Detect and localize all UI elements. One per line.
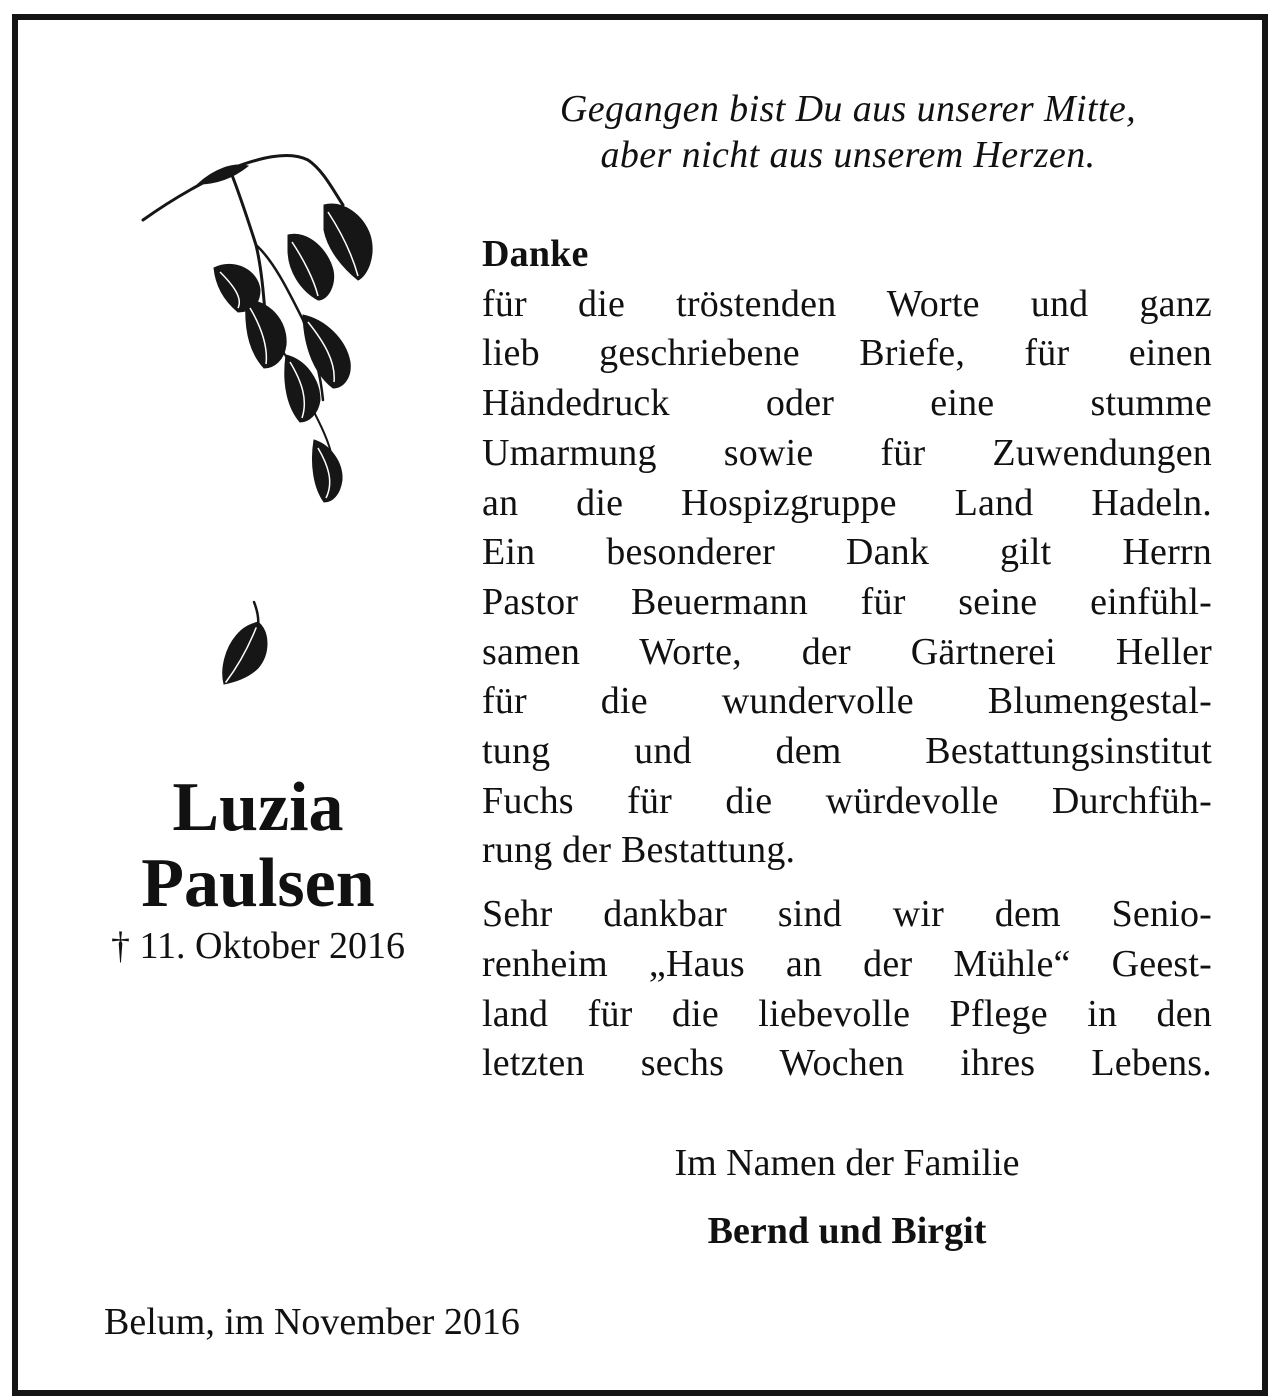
text-line: tung und dem Bestattungsinstitut [482,730,1212,773]
deceased-name [58,770,458,922]
motto-line: Gegangen bist Du aus unserer Mitte, [559,88,1137,130]
last-name: Paulsen [141,845,375,922]
text-line: lieb geschriebene Briefe, für einen [482,332,1212,375]
text-line: Fuchs für die würdevolle Durchfüh- [482,779,1212,822]
text-line: Ein besonderer Dank gilt Herrn [482,531,1212,574]
falling-leaf-icon [214,598,274,688]
text-line: letzten sechs Wochen ihres Lebens. [482,1042,1212,1085]
text-line: land für die liebevolle Pflege in den [482,992,1212,1035]
text-line: Sehr dankbar sind wir dem Senio- [482,893,1212,936]
text-line: für die wundervolle Blumengestal- [482,680,1212,723]
signature-names: Bernd und Birgit [707,1210,987,1252]
text-line: Pastor Beuermann für seine einfühl- [482,580,1212,623]
text-line: samen Worte, der Gärtnerei Heller [482,630,1212,673]
death-date: † 11. Oktober 2016 [110,925,406,967]
first-name: Luzia [172,769,344,846]
text-line: renheim „Haus an der Mühle“ Geest- [482,942,1212,985]
text-line: Umarmung sowie für Zuwendungen [482,431,1212,474]
thank-you-text [482,230,1212,1089]
thanks-paragraph [482,280,1212,876]
motto [458,86,1238,178]
text-line: für die tröstenden Worte und ganz [482,282,1212,325]
signature-line: Im Namen der Familie [674,1142,1020,1184]
thanks-heading: Danke [482,233,589,275]
text-line: rung der Bestattung. [482,829,796,872]
obituary-card [12,14,1268,1396]
leafy-branch-icon [138,150,378,510]
motto-line: aber nicht aus unserem Herzen. [600,134,1096,176]
place-and-date: Belum, im November 2016 [104,1301,520,1343]
nursing-home-paragraph [482,890,1212,1089]
text-line: Händedruck oder eine stumme [482,382,1212,425]
text-line: an die Hospizgruppe Land Hadeln. [482,481,1212,524]
